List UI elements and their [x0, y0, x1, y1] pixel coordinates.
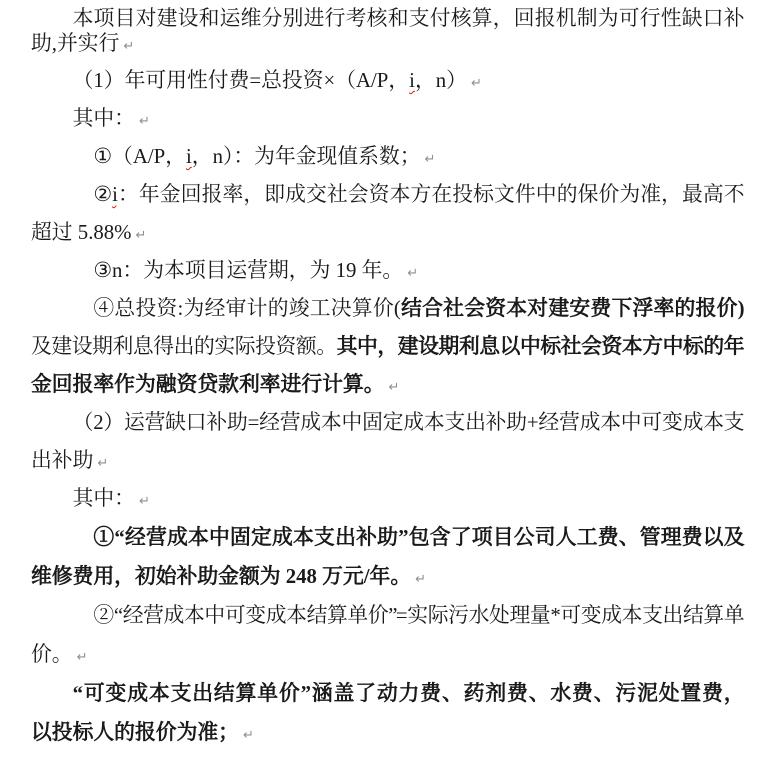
paragraph-mark-icon: ↵ [97, 456, 109, 471]
text-run: ：年金回报率，即成交社会资本方在投标文件中的保价为准，最高不 [116, 183, 744, 206]
misspelled-word: i [409, 69, 415, 92]
text-run: 出补助 [31, 449, 94, 472]
text-line [31, 6, 743, 31]
misspelled-word: i [112, 183, 117, 206]
misspelled-word: i [186, 145, 192, 168]
paragraph-mark-icon: ↵ [138, 114, 150, 129]
text-run: （1）年可用性付费=总投资×（A/P， [72, 69, 410, 92]
text-line [31, 635, 743, 674]
text-line [31, 138, 743, 176]
text-run: 以投标人的报价为准； [31, 721, 239, 744]
paragraph-mark-icon: ↵ [123, 39, 135, 54]
text-line [31, 31, 743, 56]
text-run: 金回报率作为融资贷款利率进行计算。 [31, 373, 385, 396]
text-line [31, 366, 743, 404]
text-line [31, 100, 743, 138]
text-run: 价。 [31, 643, 73, 666]
paragraph-mark-icon: ↵ [138, 494, 150, 509]
text-line [31, 596, 743, 635]
text-run: 及建设期利息得出的实际投资额。 [31, 335, 337, 358]
text-run: 其中： [72, 487, 135, 510]
text-run: ④总投资:为经审计的竣工决算价( [93, 297, 400, 320]
text-line [31, 214, 743, 252]
text-run: ①（A/P， [93, 145, 186, 168]
text-line [31, 328, 743, 366]
text-run: 其中： [72, 107, 135, 130]
text-run: 维修费用，初始补助金额为 248 万元/年。 [31, 565, 412, 588]
text-run: ② [93, 183, 113, 206]
text-line [31, 518, 743, 557]
text-run: 其中，建设期利息以中标社会资本方中标的年 [336, 335, 744, 358]
paragraph-mark-icon: ↵ [415, 572, 427, 587]
text-line [31, 480, 743, 518]
text-run: 本项目对建设和运维分别进行考核和支付核算，回报机制为可行性缺口补 [72, 7, 743, 30]
text-line [31, 252, 743, 290]
text-line [31, 290, 743, 328]
paragraph-mark-icon: ↵ [424, 152, 436, 167]
text-run: “可变成本支出结算单价”涵盖了动力费、药剂费、水费、污泥处置费， [72, 682, 743, 705]
text-line [31, 404, 743, 442]
text-line [31, 713, 743, 752]
text-line [31, 557, 743, 596]
text-line [31, 62, 743, 100]
text-run: 超过 5.88% [31, 221, 132, 244]
paragraph-mark-icon: ↵ [470, 76, 482, 91]
paragraph-mark-icon: ↵ [388, 380, 400, 395]
text-run: ，n）：为年金现值系数； [191, 145, 421, 168]
text-run: （2）运营缺口补助=经营成本中固定成本支出补助+经营成本中可变成本支 [72, 411, 743, 434]
text-run: 助,并实行 [31, 32, 120, 55]
paragraph-mark-icon: ↵ [407, 266, 419, 281]
paragraph-mark-icon: ↵ [135, 228, 147, 243]
paragraph-mark-icon: ↵ [76, 650, 88, 665]
text-run: ③n：为本项目运营期，为 19 年。 [93, 259, 404, 282]
text-line [31, 442, 743, 480]
text-run: ，n） [414, 69, 467, 92]
text-line [31, 674, 743, 713]
text-run: 结合社会资本对建安费下浮率的报价) [399, 297, 743, 320]
text-run: ②“经营成本中可变成本结算单价”=实际污水处理量*可变成本支出结算单 [93, 604, 743, 627]
text-line [31, 176, 743, 214]
text-run: ①“经营成本中固定成本支出补助”包含了项目公司人工费、管理费以及 [93, 526, 743, 549]
paragraph-mark-icon: ↵ [242, 728, 254, 743]
